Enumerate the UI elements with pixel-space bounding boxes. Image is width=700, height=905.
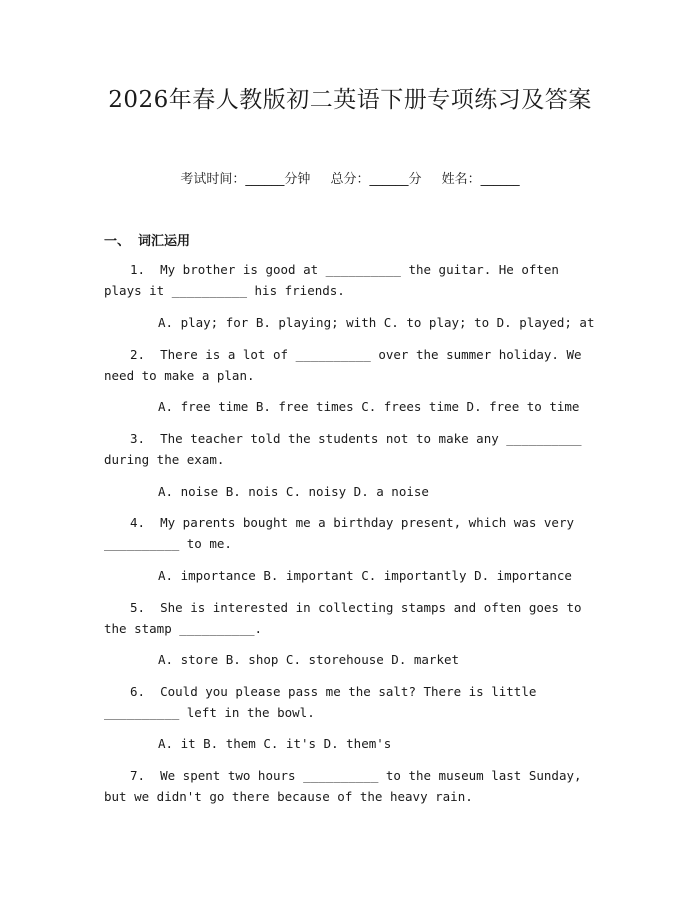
exam-info bbox=[0, 168, 700, 187]
question-1: 1. My brother is good at __________ the guitar. He often plays it __________ his friends. bbox=[104, 262, 567, 298]
exam-name: 姓名：______ bbox=[441, 172, 520, 187]
options-1: A. play; for B. playing; with C. to play; to D. played; at bbox=[158, 315, 595, 330]
page-title: 2026年春人教版初二英语下册专项练习及答案 bbox=[108, 87, 592, 113]
question-6: 6. Could you please pass me the salt? There is little __________ left in the bowl. bbox=[104, 684, 544, 720]
question-7: 7. We spent two hours __________ to the museum last Sunday, but we didn't go there because of the heavy rain. bbox=[104, 768, 590, 804]
section-number: 一、 bbox=[104, 234, 131, 249]
question-5: 5. She is interested in collecting stamps and often goes to the stamp __________. bbox=[104, 600, 590, 636]
exam-time: 考试时间：______分钟 bbox=[180, 172, 311, 187]
question-3: 3. The teacher told the students not to make any __________ during the exam. bbox=[104, 431, 590, 467]
exam-score: 总分：______分 bbox=[330, 172, 422, 187]
options-2: A. free time B. free times C. frees time D. free to time bbox=[158, 399, 580, 414]
options-4: A. importance B. important C. importantly D. importance bbox=[158, 568, 572, 583]
options-6: A. it B. them C. it's D. them's bbox=[158, 736, 392, 751]
section-heading bbox=[104, 230, 190, 249]
options-5: A. store B. shop C. storehouse D. market bbox=[158, 652, 460, 667]
question-4: 4. My parents bought me a birthday present, which was very __________ to me. bbox=[104, 515, 582, 551]
options-3: A. noise B. nois C. noisy D. a noise bbox=[158, 484, 429, 499]
section-title: 词汇运用 bbox=[138, 234, 191, 249]
question-2: 2. There is a lot of __________ over the summer holiday. We need to make a plan. bbox=[104, 347, 590, 383]
